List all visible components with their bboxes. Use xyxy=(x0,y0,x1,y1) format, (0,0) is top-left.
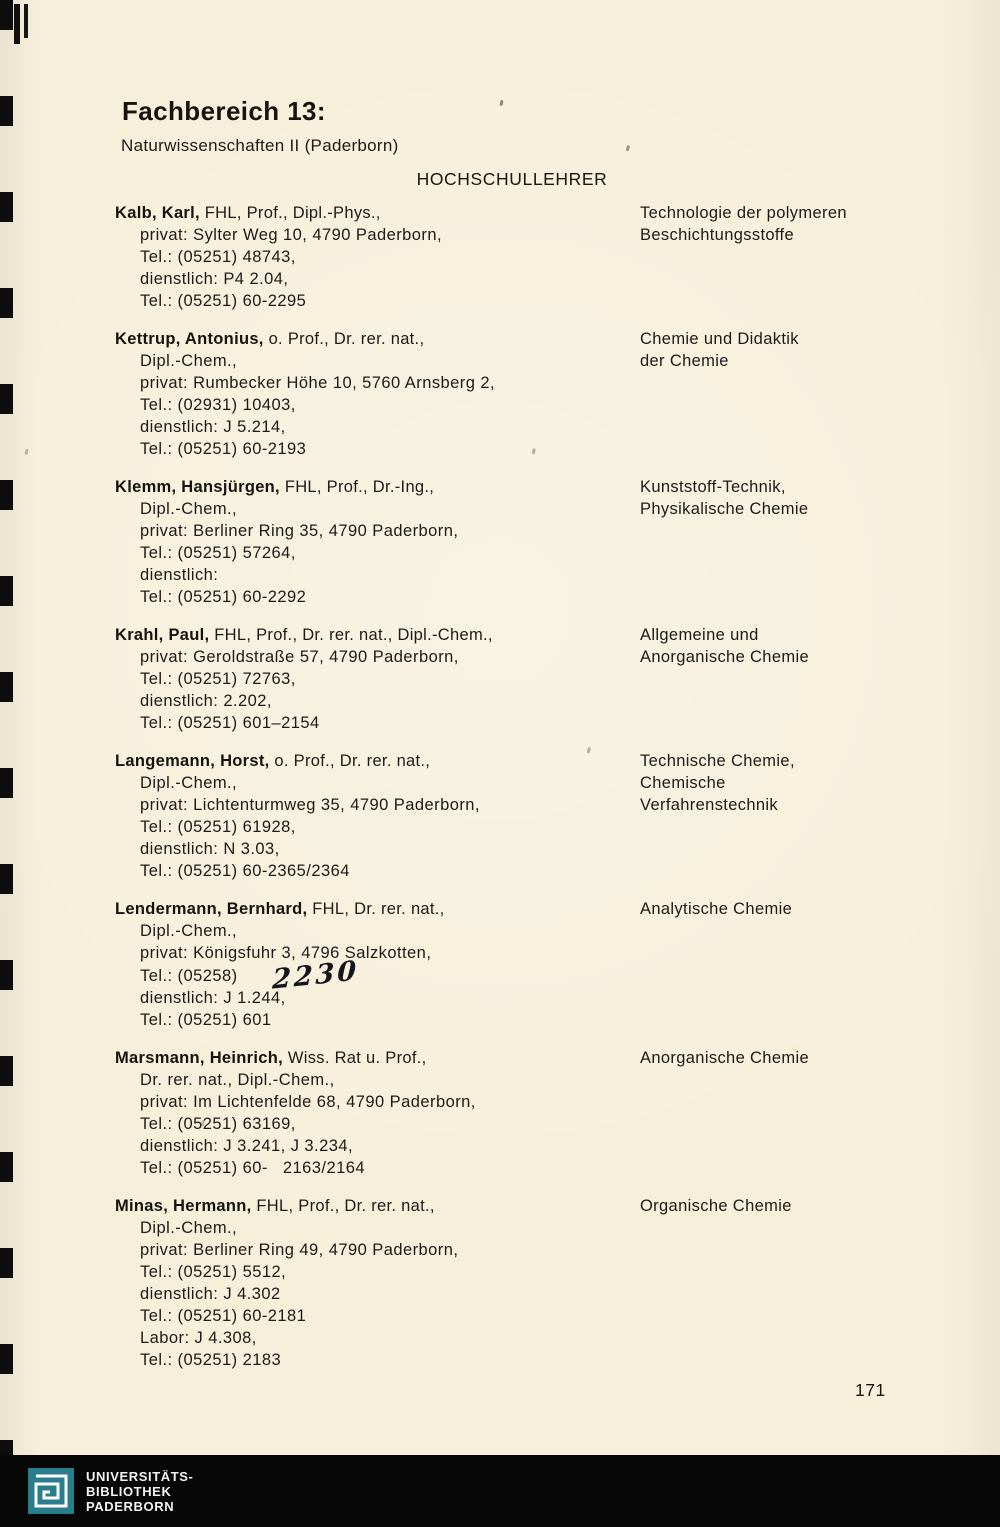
detail-lines xyxy=(115,920,640,1031)
directory-entry xyxy=(115,328,905,460)
detail-lines xyxy=(115,224,640,312)
faculty-directory-list xyxy=(115,202,905,1387)
name-line xyxy=(115,1047,640,1069)
subject-line: Chemische xyxy=(640,774,726,792)
person-titles: FHL, Prof., Dr. rer. nat., Dipl.-Chem., xyxy=(209,626,493,644)
person-titles: FHL, Prof., Dr.-Ing., xyxy=(279,478,435,496)
subject-area xyxy=(640,624,905,734)
subject-line: Analytische Chemie xyxy=(640,900,793,918)
section-heading: HOCHSCHULLEHRER xyxy=(416,169,608,189)
detail-line: privat: Berliner Ring 35, 4790 Paderborn, xyxy=(140,522,459,540)
detail-line xyxy=(140,955,640,996)
page-title: Fachbereich 13: xyxy=(122,96,326,126)
person-name: Kettrup, Antonius, xyxy=(115,330,264,348)
detail-lines xyxy=(115,772,640,882)
subject-area xyxy=(640,750,905,882)
detail-line: Dipl.-Chem., xyxy=(140,922,238,940)
subject-line: Allgemeine und xyxy=(640,626,759,644)
detail-line: dienstlich: 2.202, xyxy=(140,692,272,710)
library-logo-icon xyxy=(28,1468,74,1514)
detail-line: Dr. rer. nat., Dipl.-Chem., xyxy=(140,1071,335,1089)
library-footer xyxy=(0,1455,1000,1527)
subject-line: Physikalische Chemie xyxy=(640,500,809,518)
person-details xyxy=(115,1047,640,1179)
name-line xyxy=(115,750,640,772)
detail-line: privat: Rumbecker Höhe 10, 5760 Arnsberg 2, xyxy=(140,374,496,392)
subject-line: Verfahrenstechnik xyxy=(640,796,779,814)
detail-line: Tel.: (05251) 60-2181 xyxy=(140,1307,307,1325)
detail-line: dienstlich: J 1.244, xyxy=(140,989,286,1007)
person-titles: FHL, Prof., Dipl.-Phys., xyxy=(199,204,381,222)
subject-line: der Chemie xyxy=(640,352,729,370)
directory-entry xyxy=(115,898,905,1031)
detail-line: Tel.: (05251) 60-2193 xyxy=(140,440,307,458)
person-details xyxy=(115,476,640,608)
person-details xyxy=(115,328,640,460)
name-line xyxy=(115,1195,640,1217)
person-details xyxy=(115,750,640,882)
detail-line: Tel.: (05251) 57264, xyxy=(140,544,296,562)
detail-line: privat: Berliner Ring 49, 4790 Paderborn, xyxy=(140,1241,459,1259)
person-details xyxy=(115,624,640,734)
subject-area xyxy=(640,476,905,608)
detail-line: Tel.: (05251) 60- 2163/2164 xyxy=(140,1159,365,1177)
person-name: Langemann, Horst, xyxy=(115,752,270,770)
subject-line: Technologie der polymeren xyxy=(640,204,847,222)
detail-line: Dipl.-Chem., xyxy=(140,500,238,518)
detail-line: dienstlich: J 5.214, xyxy=(140,418,286,436)
detail-line: dienstlich: N 3.03, xyxy=(140,840,280,858)
person-titles: FHL, Prof., Dr. rer. nat., xyxy=(251,1197,435,1215)
subject-area xyxy=(640,1047,905,1179)
subject-area xyxy=(640,1195,905,1371)
name-line xyxy=(115,328,640,350)
detail-line: dienstlich: J 4.302 xyxy=(140,1285,281,1303)
page-number: 171 xyxy=(855,1380,886,1400)
detail-lines xyxy=(115,1217,640,1371)
directory-entry xyxy=(115,1195,905,1371)
person-name: Kalb, Karl, xyxy=(115,204,200,222)
person-titles: o. Prof., Dr. rer. nat., xyxy=(269,752,431,770)
detail-line: privat: Geroldstraße 57, 4790 Paderborn, xyxy=(140,648,459,666)
detail-line: Tel.: (05251) 60-2295 xyxy=(140,292,307,310)
subject-area xyxy=(640,202,905,312)
name-line xyxy=(115,202,640,224)
directory-entry xyxy=(115,1047,905,1179)
person-titles: o. Prof., Dr. rer. nat., xyxy=(263,330,425,348)
directory-entry xyxy=(115,202,905,312)
detail-line: privat: Im Lichtenfelde 68, 4790 Paderborn, xyxy=(140,1093,476,1111)
directory-entry xyxy=(115,476,905,608)
detail-line: Tel.: (05251) 72763, xyxy=(140,670,296,688)
person-titles: Wiss. Rat u. Prof., xyxy=(283,1049,427,1067)
detail-line: dienstlich: P4 2.04, xyxy=(140,270,289,288)
subject-line: Anorganische Chemie xyxy=(640,648,809,666)
detail-line: privat: Königsfuhr 3, 4796 Salzkotten, xyxy=(140,944,432,962)
scan-artifacts xyxy=(499,100,503,106)
page-subtitle: Naturwissenschaften II (Paderborn) xyxy=(121,136,399,155)
name-line xyxy=(115,624,640,646)
detail-line: Labor: J 4.308, xyxy=(140,1329,257,1347)
detail-line: Tel.: (05251) 48743, xyxy=(140,248,296,266)
detail-lines xyxy=(115,646,640,734)
detail-line: Tel.: (05251) 2183 xyxy=(140,1351,282,1369)
person-name: Krahl, Paul, xyxy=(115,626,210,644)
name-line xyxy=(115,476,640,498)
footer-line-1: UNIVERSITÄTS- xyxy=(86,1468,194,1484)
detail-line-text: Tel.: (05258) xyxy=(140,967,238,985)
detail-line: Tel.: (05251) 601–2154 xyxy=(140,714,320,732)
person-details xyxy=(115,1195,640,1371)
subject-line: Chemie und Didaktik xyxy=(640,330,799,348)
detail-line: Tel.: (05251) 60-2365/2364 xyxy=(140,862,350,880)
detail-line: privat: Lichtenturmweg 35, 4790 Paderborn, xyxy=(140,796,480,814)
detail-line: Dipl.-Chem., xyxy=(140,774,238,792)
handwritten-number: 2230 xyxy=(271,955,360,996)
person-details xyxy=(115,898,640,1031)
detail-lines xyxy=(115,498,640,608)
detail-line: Dipl.-Chem., xyxy=(140,352,238,370)
directory-entry xyxy=(115,624,905,734)
directory-entry xyxy=(115,750,905,882)
subject-line: Beschichtungsstoffe xyxy=(640,226,795,244)
subject-line: Organische Chemie xyxy=(640,1197,792,1215)
person-name: Minas, Hermann, xyxy=(115,1197,252,1215)
detail-line: dienstlich: xyxy=(140,566,219,584)
detail-lines xyxy=(115,1069,640,1179)
subject-area xyxy=(640,898,905,1031)
person-titles: FHL, Dr. rer. nat., xyxy=(307,900,445,918)
footer-line-2: BIBLIOTHEK xyxy=(86,1483,172,1499)
detail-line: Dipl.-Chem., xyxy=(140,1219,238,1237)
person-name: Lendermann, Bernhard, xyxy=(115,900,308,918)
detail-line: Tel.: (05251) 61928, xyxy=(140,818,296,836)
binding-marks xyxy=(0,0,13,1455)
detail-line: privat: Sylter Weg 10, 4790 Paderborn, xyxy=(140,226,443,244)
person-name: Marsmann, Heinrich, xyxy=(115,1049,283,1067)
subject-line: Kunststoff-Technik, xyxy=(640,478,786,496)
detail-line: Tel.: (05251) 60-2292 xyxy=(140,588,307,606)
name-line xyxy=(115,898,640,920)
detail-line: Tel.: (05251) 5512, xyxy=(140,1263,287,1281)
subject-area xyxy=(640,328,905,460)
detail-line: Tel.: (02931) 10403, xyxy=(140,396,296,414)
detail-line: Tel.: (05251) 601 xyxy=(140,1011,272,1029)
library-name xyxy=(86,1469,193,1514)
subject-line: Anorganische Chemie xyxy=(640,1049,809,1067)
detail-line: dienstlich: J 3.241, J 3.234, xyxy=(140,1137,354,1155)
person-name: Klemm, Hansjürgen, xyxy=(115,478,280,496)
footer-line-3: PADERBORN xyxy=(86,1498,175,1514)
subject-line: Technische Chemie, xyxy=(640,752,795,770)
detail-line: Tel.: (05251) 63169, xyxy=(140,1115,296,1133)
detail-lines xyxy=(115,350,640,460)
person-details xyxy=(115,202,640,312)
